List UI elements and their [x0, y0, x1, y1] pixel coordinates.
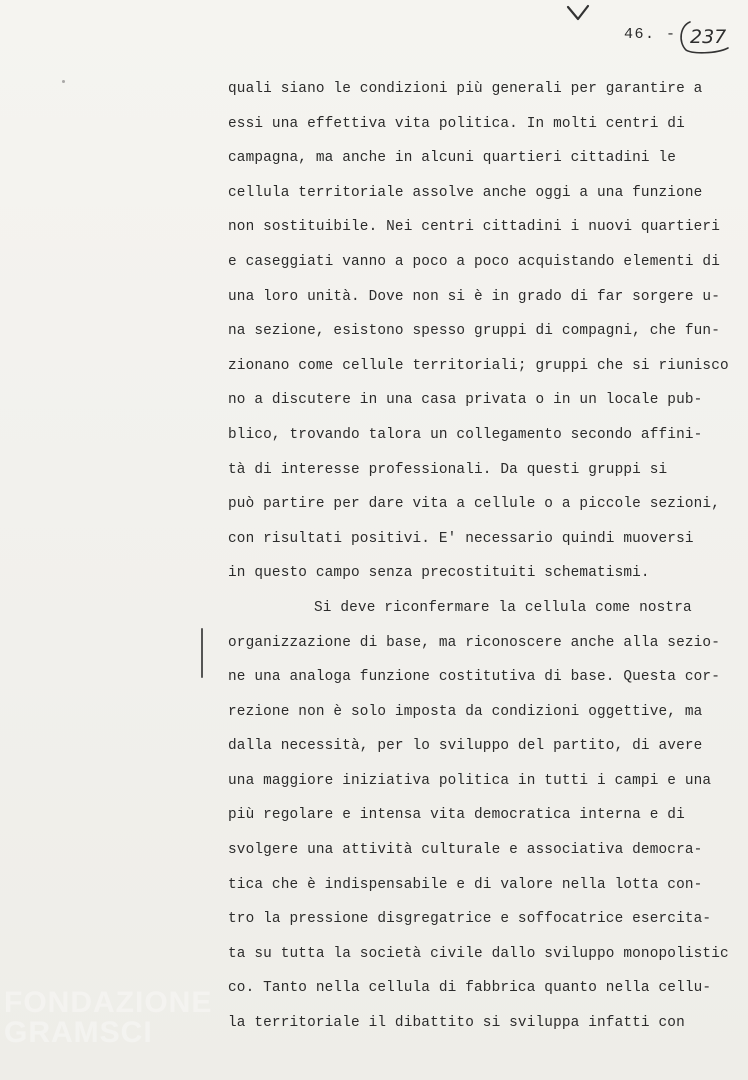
text-line: ta su tutta la società civile dallo sviluppo monopolistic [228, 945, 729, 962]
text-line: può partire per dare vita a cellule o a piccole sezioni, [228, 496, 721, 513]
handwritten-number-text: 237 [690, 26, 727, 48]
margin-sideline-mark [201, 628, 203, 678]
watermark-line-1: FONDAZIONE [4, 986, 213, 1019]
archive-watermark [4, 988, 212, 1048]
text-line: dalla necessità, per lo sviluppo del partito, di avere [228, 738, 703, 755]
text-line: non sostituibile. Nei centri cittadini i nuovi quartieri [228, 219, 721, 236]
text-line: tro la pressione disgregatrice e soffocatrice esercita- [228, 911, 712, 928]
text-line: zionano come cellule territoriali; gruppi che si riunisco [228, 357, 729, 374]
paragraph-start-line: Si deve riconfermare la cellula come nostra [314, 599, 692, 616]
typed-body-text [228, 72, 738, 1041]
page-number: 46. - [624, 26, 677, 43]
text-line: organizzazione di base, ma riconoscere anche alla sezio- [228, 634, 721, 651]
handwritten-page-number [676, 16, 738, 56]
text-line: na sezione, esistono spesso gruppi di compagni, che fun- [228, 323, 721, 340]
text-line: una maggiore iniziativa politica in tutti i campi e una [228, 772, 712, 789]
check-mark-v-icon [566, 4, 590, 22]
text-line: tica che è indispensabile e di valore nella lotta con- [228, 876, 703, 893]
text-line: una loro unità. Dove non si è in grado di far sorgere u- [228, 288, 721, 305]
text-line: campagna, ma anche in alcuni quartieri cittadini le [228, 150, 677, 167]
text-line: e caseggiati vanno a poco a poco acquistando elementi di [228, 253, 721, 270]
text-line: no a discutere in una casa privata o in un locale pub- [228, 392, 703, 409]
text-line: co. Tanto nella cellula di fabbrica quanto nella cellu- [228, 980, 712, 997]
text-line: svolgere una attività culturale e associativa democra- [228, 842, 703, 859]
text-line: rezione non è solo imposta da condizioni oggettive, ma [228, 703, 703, 720]
text-line: più regolare e intensa vita democratica interna e di [228, 807, 685, 824]
text-line: essi una effettiva vita politica. In molti centri di [228, 115, 685, 132]
text-line: quali siano le condizioni più generali per garantire a [228, 81, 703, 97]
text-line: la territoriale il dibattito si sviluppa infatti con [228, 1015, 685, 1032]
text-line: cellula territoriale assolve anche oggi a una funzione [228, 184, 703, 201]
watermark-line-2: GRAMSCI [4, 1016, 153, 1049]
margin-speck [62, 80, 65, 83]
text-line: blico, trovando talora un collegamento secondo affini- [228, 426, 703, 443]
text-line: ne una analoga funzione costitutiva di base. Questa cor- [228, 669, 721, 686]
text-line: in questo campo senza precostituiti schematismi. [228, 565, 650, 582]
text-line: con risultati positivi. E' necessario quindi muoversi [228, 530, 694, 547]
text-line: tà di interesse professionali. Da questi gruppi si [228, 461, 668, 478]
